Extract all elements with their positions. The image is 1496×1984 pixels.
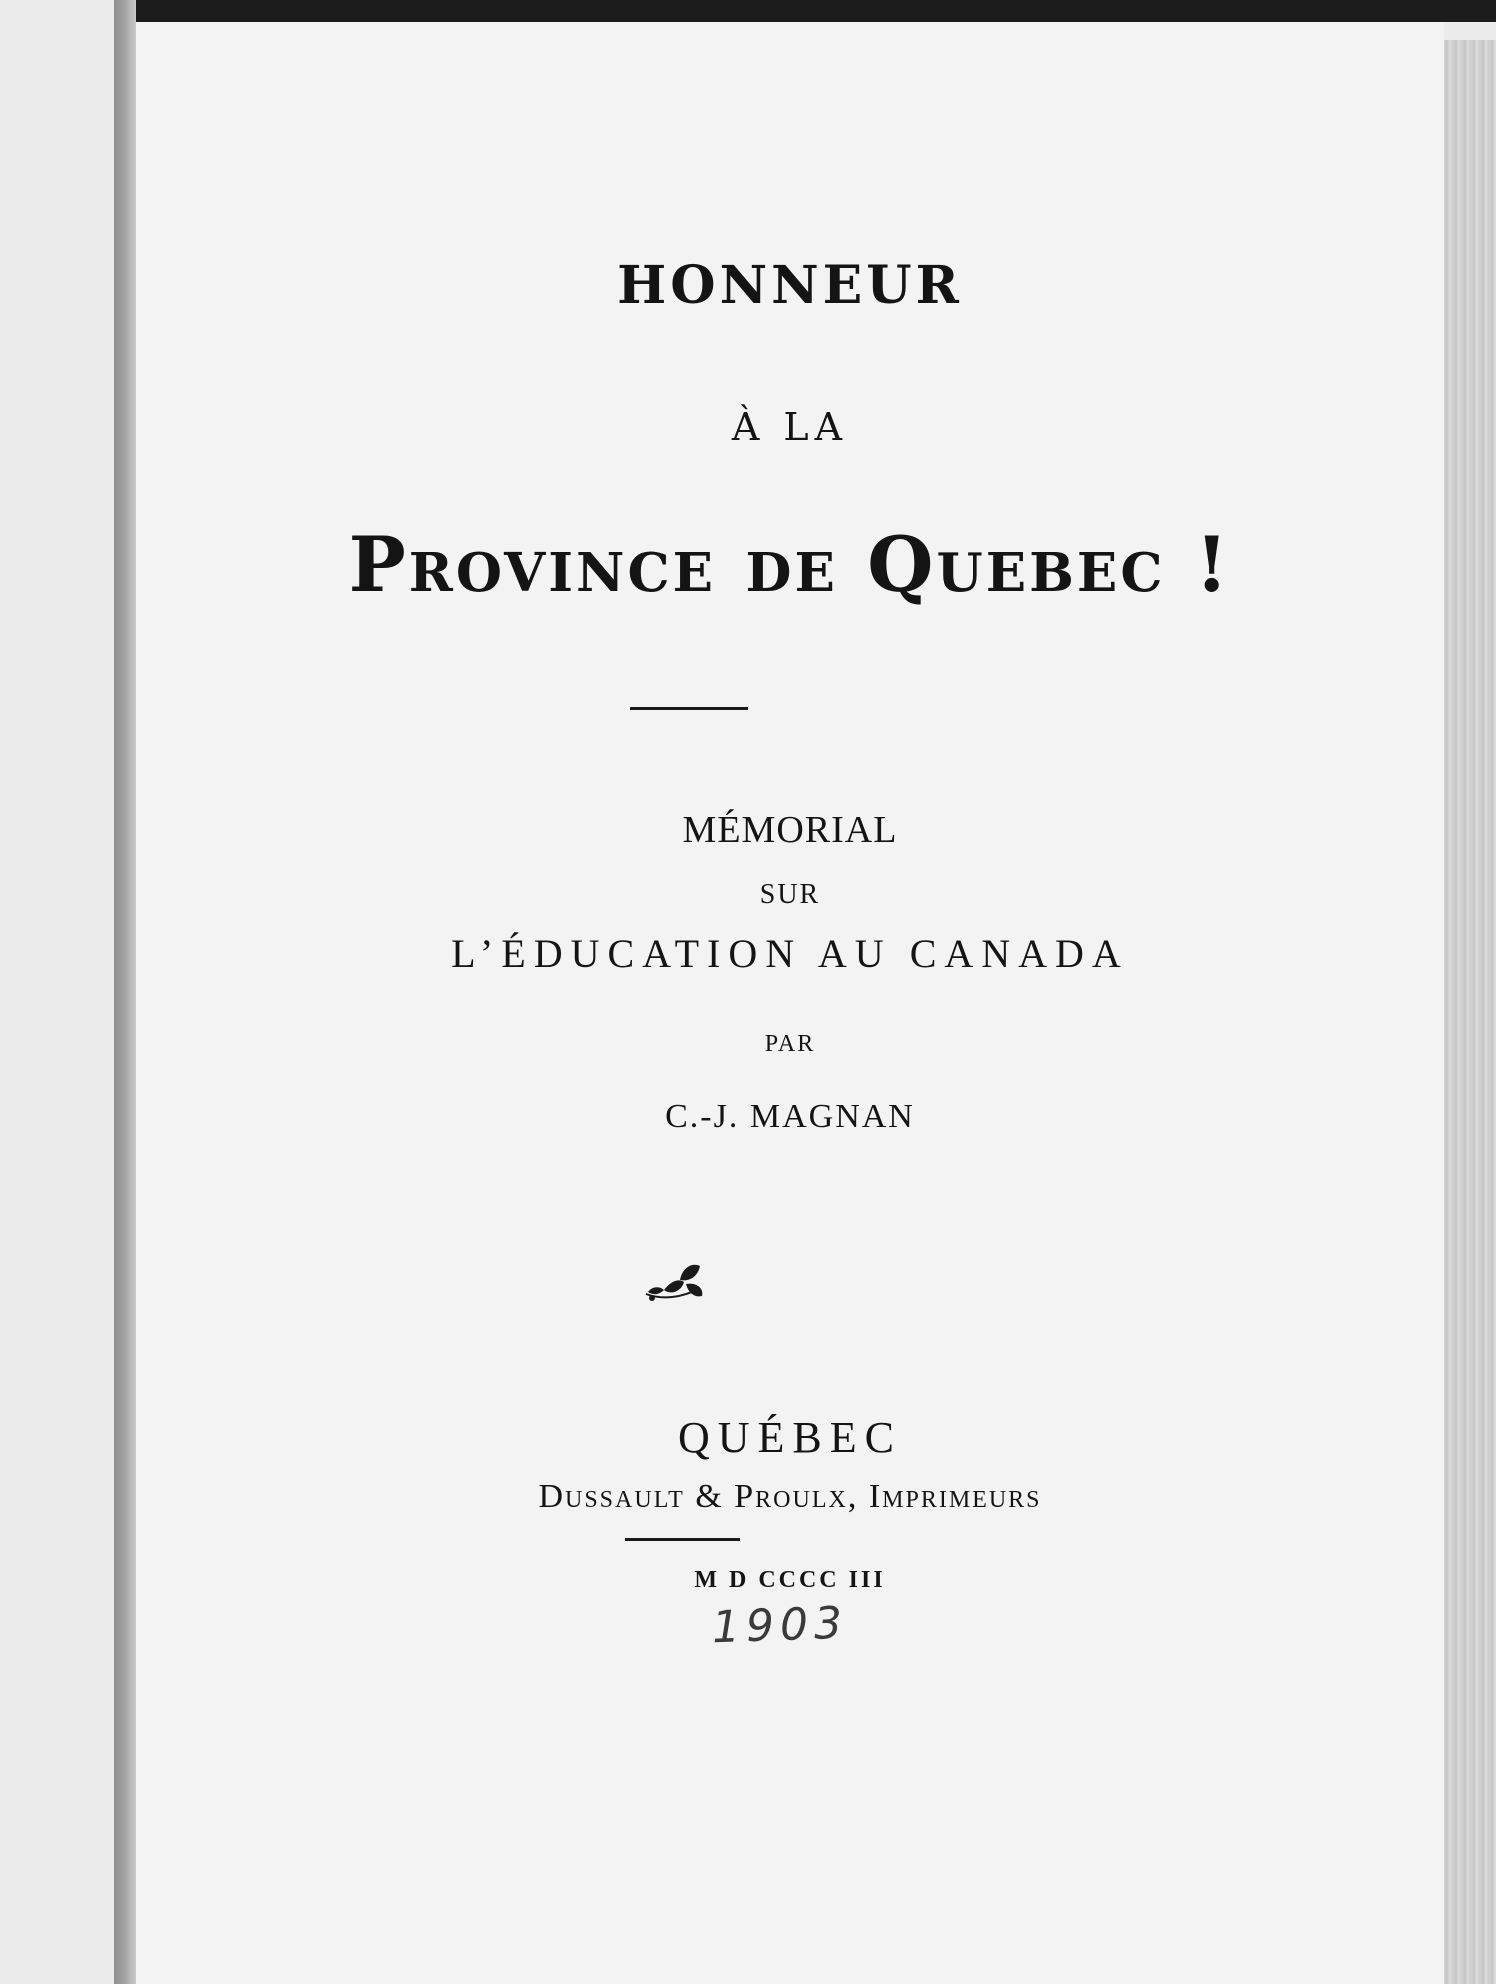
book-binding-shadow [114,0,136,1984]
title-line-a-la: À LA [731,405,849,449]
handwritten-year-annotation: 1903 [711,1597,849,1654]
page-edges [1444,40,1496,1984]
title-divider-rule [630,707,748,710]
title-page-sheet [136,22,1444,1984]
imprint-roman-year: M D CCCC III [694,1567,886,1593]
author-name: C.-J. MAGNAN [665,1098,915,1135]
scan-top-border [136,0,1496,22]
title-line-honneur: HONNEUR [617,255,963,316]
facing-page-margin [0,0,115,1984]
leaf-flourish-icon [642,1256,710,1306]
byline-par: PAR [764,1031,816,1057]
title-line-province: Province de Quebec ! [348,520,1232,609]
subtitle-sur: SUR [759,879,821,910]
imprint-place: QUÉBEC [678,1413,902,1462]
subtitle-education: L’ÉDUCATION AU CANADA [451,931,1129,976]
subtitle-memorial: MÉMORIAL [682,809,898,851]
imprint-printer: Dussault & Proulx, Imprimeurs [538,1478,1042,1515]
imprint-divider-rule [625,1538,740,1541]
